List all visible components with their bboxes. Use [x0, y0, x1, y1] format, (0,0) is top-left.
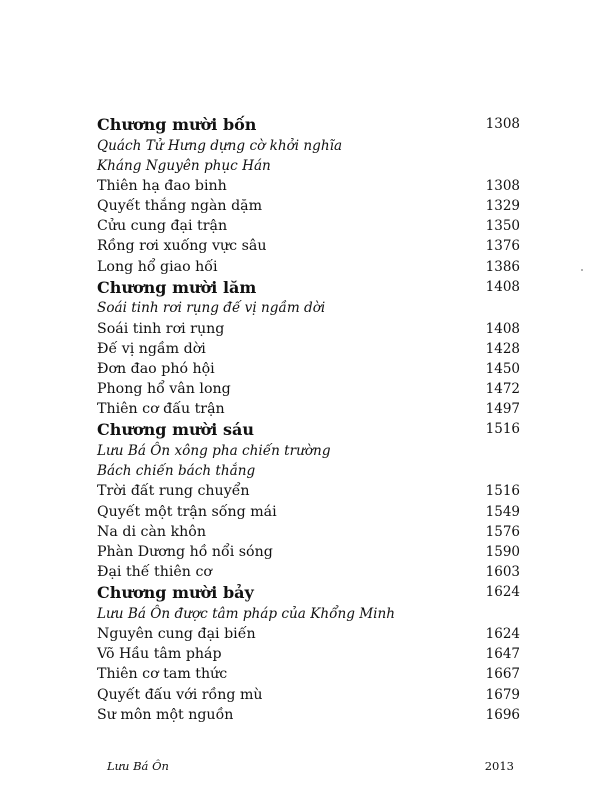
toc-entry: [97, 399, 520, 419]
entry-title: Trời đất rung chuyển: [97, 483, 250, 500]
chapter-heading: [97, 582, 520, 604]
chapter-subtitle: [97, 441, 520, 461]
chapter-title: Chương mười sáu: [97, 420, 254, 440]
entry-page: 1308: [485, 177, 520, 194]
entry-page: 1603: [485, 564, 520, 581]
subtitle-text: Lưu Bá Ôn được tâm pháp của Khổng Minh: [97, 605, 396, 622]
toc-entry: [97, 339, 520, 359]
chapter-subtitle: [97, 136, 520, 156]
entry-title: Thiên cơ đấu trận: [97, 401, 225, 418]
entry-title: Nguyên cung đại biến: [97, 625, 256, 642]
chapter-subtitle: [97, 604, 520, 624]
toc-entry: [97, 359, 520, 379]
footer-page-number: 2013: [484, 759, 514, 773]
entry-title: Quyết đấu với rồng mù: [97, 686, 263, 703]
toc-entry: [97, 664, 520, 684]
toc-entry: [97, 216, 520, 236]
subtitle-text: Lưu Bá Ôn xông pha chiến trường: [97, 442, 331, 459]
toc-entry: [97, 705, 520, 725]
entry-title: Thiên hạ đao binh: [97, 177, 227, 194]
scan-speck: [581, 269, 583, 271]
entry-page: 1329: [485, 198, 520, 215]
toc-entry: [97, 522, 520, 542]
chapter-subtitle: [97, 298, 520, 318]
toc-entry: [97, 685, 520, 705]
toc-entry: [97, 481, 520, 501]
entry-page: 1667: [485, 666, 520, 683]
entry-title: Na di càn khôn: [97, 523, 206, 540]
entry-page: 1576: [485, 523, 520, 540]
entry-title: Soái tinh rơi rụng: [97, 320, 225, 337]
subtitle-text: Bách chiến bách thắng: [97, 463, 256, 480]
chapter-page: 1408: [485, 278, 520, 295]
entry-page: 1624: [485, 625, 520, 642]
entry-title: Thiên cơ tam thức: [97, 666, 228, 683]
entry-page: 1386: [485, 258, 520, 275]
entry-page: 1679: [485, 686, 520, 703]
entry-title: Võ Hầu tâm pháp: [97, 646, 222, 663]
toc-entry: [97, 196, 520, 216]
entry-page: 1408: [485, 320, 520, 337]
entry-page: 1428: [485, 340, 520, 357]
entry-title: Đại thế thiên cơ: [97, 564, 212, 581]
subtitle-text: Kháng Nguyên phục Hán: [97, 157, 271, 174]
chapter-page: 1308: [485, 116, 520, 132]
toc-entry: [97, 257, 520, 277]
entry-page: 1497: [485, 401, 520, 418]
chapter-title: Chương mười bốn: [97, 115, 257, 134]
toc-entry: [97, 562, 520, 582]
entry-title: Cửu cung đại trận: [97, 218, 228, 235]
toc-entry: [97, 176, 520, 196]
chapter-subtitle: [97, 156, 520, 176]
table-of-contents: [97, 114, 520, 725]
toc-entry: [97, 236, 520, 256]
entry-page: 1472: [485, 381, 520, 398]
chapter-heading: [97, 419, 520, 441]
entry-title: Quyết thắng ngàn dặm: [97, 198, 263, 215]
entry-title: Rồng rơi xuống vực sâu: [97, 238, 267, 255]
entry-title: Sư môn một nguồn: [97, 706, 234, 723]
chapter-title: Chương mười bảy: [97, 583, 254, 603]
entry-page: 1696: [485, 706, 520, 723]
chapter-page: 1624: [485, 584, 520, 601]
entry-page: 1549: [485, 503, 520, 520]
entry-page: 1590: [485, 543, 520, 560]
toc-entry: [97, 644, 520, 664]
entry-title: Đế vị ngầm dời: [97, 340, 206, 357]
chapter-title: Chương mười lăm: [97, 277, 257, 297]
toc-entry: [97, 379, 520, 399]
toc-entry: [97, 319, 520, 339]
entry-title: Đơn đao phó hội: [97, 360, 215, 377]
toc-entry: [97, 624, 520, 644]
chapter-subtitle: [97, 461, 520, 481]
entry-page: 1647: [485, 646, 520, 663]
entry-page: 1376: [485, 238, 520, 255]
entry-page: 1450: [485, 360, 520, 377]
toc-entry: [97, 542, 520, 562]
footer-book-title: Lưu Bá Ôn: [107, 759, 169, 773]
subtitle-text: Quách Tử Hưng dựng cờ khởi nghĩa: [97, 137, 343, 154]
entry-page: 1516: [485, 483, 520, 500]
entry-page: 1350: [485, 218, 520, 235]
chapter-heading: [97, 277, 520, 299]
subtitle-text: Soái tinh rơi rụng đế vị ngầm dời: [97, 300, 326, 317]
chapter-heading: [97, 114, 520, 136]
chapter-page: 1516: [485, 421, 520, 438]
entry-title: Quyết một trận sống mái: [97, 503, 277, 520]
toc-entry: [97, 502, 520, 522]
entry-title: Phong hổ vân long: [97, 381, 231, 398]
entry-title: Phàn Dương hồ nổi sóng: [97, 543, 273, 560]
entry-title: Long hổ giao hối: [97, 258, 218, 275]
